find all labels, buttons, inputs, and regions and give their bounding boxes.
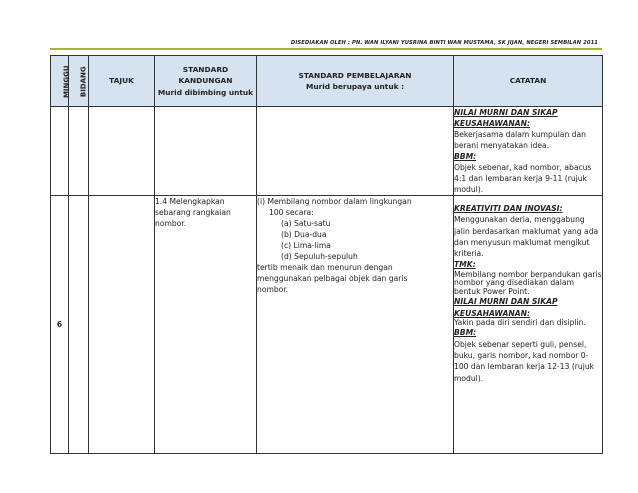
minggu-cell xyxy=(51,107,69,196)
tajuk-cell xyxy=(89,196,155,454)
pembelajaran-item: (b) Dua-dua xyxy=(281,230,327,239)
standard-pembelajaran-cell xyxy=(257,107,454,196)
tajuk-cell xyxy=(89,107,155,196)
col-standard-kandungan: STANDARD KANDUNGAN Murid dibimbing untuk xyxy=(155,56,257,107)
pembelajaran-item: (c) Lima-lima xyxy=(281,241,331,250)
table-header-row xyxy=(51,56,603,107)
standard-kandungan-cell: 1.4 Melengkapkan sebarang rangkaian nombor. xyxy=(155,196,257,454)
table-row xyxy=(51,107,603,196)
catatan-text: Objek sebenar, kad nombor, abacus 4:1 dan lembaran kerja 9-11 (rujuk modul). xyxy=(454,163,592,194)
catatan-text: Menggunakan deria, menggabung jalin berdasarkan maklumat yang ada dan menyusun maklumat mengikut kriteria. xyxy=(454,215,599,259)
catatan-text: Objek sebenar seperti guli, pensel, buku, garis nombor, kad nombor 0-100 dan lembaran kerja 12-13 (rujuk modul). xyxy=(454,339,595,383)
catatan-heading: NILAI MURNI DAN SIKAP KEUSAHAWANAN: xyxy=(454,297,558,318)
lesson-plan-table xyxy=(50,55,603,454)
col-bidang: BIDANG xyxy=(69,56,89,107)
catatan-heading: BBM: xyxy=(454,328,477,338)
minggu-cell: 6 xyxy=(51,196,69,454)
header-divider xyxy=(50,48,602,50)
pembelajaran-item: (d) Sepuluh-sepuluh xyxy=(281,252,358,261)
catatan-heading: KREATIVITI DAN INOVASI: xyxy=(454,204,563,213)
standard-pembelajaran-cell xyxy=(257,196,454,454)
bidang-cell xyxy=(69,107,89,196)
pembelajaran-tail: tertib menaik dan menurun dengan xyxy=(257,263,393,272)
pembelajaran-tail: menggunakan pelbagai objek dan garis xyxy=(257,274,408,283)
pembelajaran-sub: 100 secara: xyxy=(269,208,314,217)
catatan-heading: BBM: xyxy=(454,152,477,161)
col-catatan: CATATAN xyxy=(454,56,603,107)
prepared-by-header: DISEDIAKAN OLEH : PN. WAN ILYANI YUSRINA BINTI WAN MUSTAMA, SK JIJAN, NEGERI SEMBILAN 2011 xyxy=(290,40,598,46)
pembelajaran-tail: nombor. xyxy=(257,285,289,294)
catatan-cell xyxy=(454,107,603,196)
catatan-text: Bekerjasama dalam kumpulan dan berani menyatakan idea. xyxy=(454,130,586,150)
table-row xyxy=(51,196,603,454)
col-standard-pembelajaran: STANDARD PEMBELAJARAN Murid berupaya untuk : xyxy=(257,56,454,107)
pembelajaran-item: (a) Satu-satu xyxy=(281,219,331,228)
catatan-text: Membilang nombor berpandukan garis nombor yang disediakan dalam bentuk Power Point. xyxy=(454,269,602,296)
pembelajaran-intro: (i) Membilang nombor dalam lingkungan xyxy=(257,197,412,206)
catatan-cell xyxy=(454,196,603,454)
standard-kandungan-cell xyxy=(155,107,257,196)
catatan-text: Yakin pada diri sendiri dan disiplin. xyxy=(454,317,586,327)
catatan-heading: TMK: xyxy=(454,260,476,270)
catatan-heading: NILAI MURNI DAN SIKAP KEUSAHAWANAN: xyxy=(454,108,558,128)
col-tajuk: TAJUK xyxy=(89,56,155,107)
bidang-cell xyxy=(69,196,89,454)
col-minggu: MINGGU xyxy=(51,56,69,107)
